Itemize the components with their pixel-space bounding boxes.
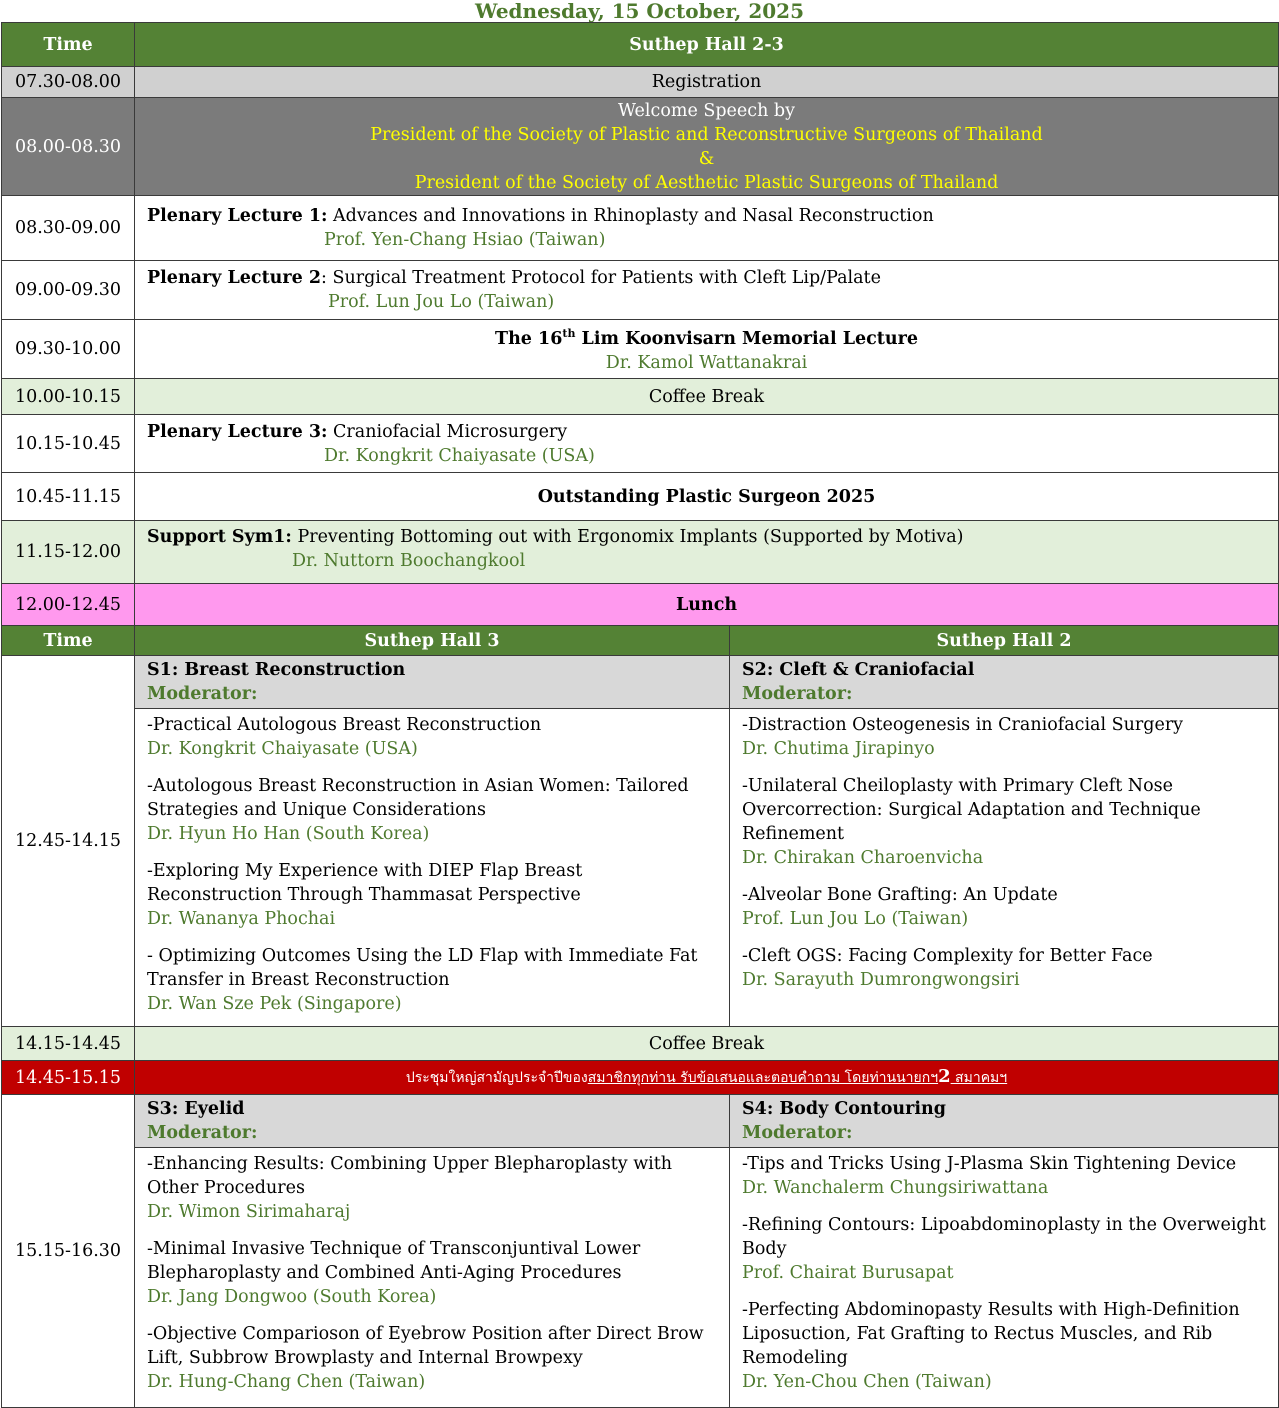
time-header: Time — [2, 626, 135, 656]
moderator-label: Moderator: — [742, 1123, 853, 1143]
talk-speaker: Dr. Chutima Jirapinyo — [742, 739, 935, 759]
talk-speaker: Prof. Lun Jou Lo (Taiwan) — [742, 909, 969, 929]
table-header-row — [2, 23, 1279, 67]
registration-label: Registration — [135, 67, 1279, 98]
schedule-table — [1, 22, 1279, 1408]
talk-speaker: Dr. Hung-Chang Chen (Taiwan) — [147, 1372, 426, 1392]
talk-speaker: Dr. Jang Dongwoo (South Korea) — [147, 1287, 437, 1307]
session-s3-header — [135, 1095, 730, 1148]
plenary1-speaker: Prof. Yen-Chang Hsiao (Taiwan) — [324, 230, 606, 250]
coffee-break-label: Coffee Break — [135, 1027, 1279, 1061]
talk-item — [742, 713, 1266, 761]
session-title: S2: Cleft & Craniofacial — [742, 660, 975, 680]
talk-item — [742, 883, 1266, 931]
coffee-break-row — [2, 1027, 1279, 1061]
talk-title: -Refining Contours: Lipoabdominoplasty in the Overweight Body — [742, 1215, 1266, 1259]
time-cell: 09.30-10.00 — [2, 320, 135, 379]
time-cell: 10.45-11.15 — [2, 473, 135, 521]
session-s1-talks — [135, 709, 730, 1027]
hall-header: Suthep Hall 2-3 — [135, 23, 1279, 67]
lunch-label: Lunch — [135, 584, 1279, 626]
general-meeting-label — [135, 1061, 1279, 1095]
talk-speaker: Dr. Sarayuth Dumrongwongsiri — [742, 970, 1020, 990]
talk-title: -Unilateral Cheiloplasty with Primary Cleft Nose Overcorrection: Surgical Adaptation and Technique Refinement — [742, 776, 1201, 844]
time-cell: 09.00-09.30 — [2, 261, 135, 320]
support-cell — [135, 521, 1279, 584]
time-cell: 14.15-14.45 — [2, 1027, 135, 1061]
plenary2-speaker: Prof. Lun Jou Lo (Taiwan) — [328, 292, 555, 312]
time-cell: 08.30-09.00 — [2, 196, 135, 261]
support-label: Support Sym1: — [147, 527, 292, 547]
welcome-line: Welcome Speech by — [618, 100, 795, 121]
moderator-label: Moderator: — [742, 684, 853, 704]
plenary2-cell — [135, 261, 1279, 320]
outstanding-label: Outstanding Plastic Surgeon 2025 — [135, 473, 1279, 521]
time-cell: 12.00-12.45 — [2, 584, 135, 626]
talk-item — [147, 1322, 717, 1394]
time-cell: 15.15-16.30 — [2, 1095, 135, 1408]
session-header-row — [2, 656, 1279, 709]
session-s1-header — [135, 656, 730, 709]
session-talks-row — [2, 1148, 1279, 1408]
plenary1-cell — [135, 196, 1279, 261]
welcome-row — [2, 98, 1279, 196]
talk-speaker: Dr. Kongkrit Chaiyasate (USA) — [147, 739, 418, 759]
talk-item — [147, 713, 717, 761]
talk-item — [742, 774, 1266, 870]
talk-title: -Tips and Tricks Using J-Plasma Skin Tightening Device — [742, 1154, 1237, 1174]
talk-speaker: Dr. Yen-Chou Chen (Taiwan) — [742, 1372, 992, 1392]
plenary1-row — [2, 196, 1279, 261]
registration-row — [2, 67, 1279, 98]
meeting-text-1: ประชุมใหญ่สามัญประจำปีของ — [405, 1070, 588, 1086]
talk-item — [742, 944, 1266, 992]
talk-speaker: Dr. Chirakan Charoenvicha — [742, 848, 984, 868]
welcome-cell — [135, 98, 1279, 196]
talk-item — [147, 774, 717, 846]
support-topic: Preventing Bottoming out with Ergonomix Implants (Supported by Motiva) — [291, 527, 964, 547]
talk-item — [147, 859, 717, 931]
talk-title: -Distraction Osteogenesis in Craniofacial Surgery — [742, 715, 1184, 735]
talk-speaker: Dr. Wan Sze Pek (Singapore) — [147, 994, 402, 1014]
welcome-president-2: President of the Society of Aesthetic Plastic Surgeons of Thailand — [414, 172, 999, 193]
moderator-label: Moderator: — [147, 684, 258, 704]
talk-title: -Exploring My Experience with DIEP Flap Breast Reconstruction Through Thammasat Perspective — [147, 861, 583, 905]
time-cell: 07.30-08.00 — [2, 67, 135, 98]
coffee-break-label: Coffee Break — [135, 379, 1279, 415]
talk-title: -Perfecting Abdominopasty Results with High-Definition Liposuction, Fat Grafting to Rectus Muscles, and Rib Remodeling — [742, 1300, 1240, 1368]
talk-title: -Alveolar Bone Grafting: An Update — [742, 885, 1058, 905]
session-s4-talks — [730, 1148, 1279, 1408]
coffee-break-row — [2, 379, 1279, 415]
talk-title: -Practical Autologous Breast Reconstruction — [147, 715, 542, 735]
talk-item — [742, 1298, 1266, 1394]
talk-title: -Cleft OGS: Facing Complexity for Better Face — [742, 946, 1153, 966]
session-title: S4: Body Contouring — [742, 1099, 946, 1119]
talk-item — [742, 1152, 1266, 1200]
plenary3-row — [2, 415, 1279, 473]
support-speaker: Dr. Nuttorn Boochangkool — [292, 551, 526, 571]
talk-speaker: Dr. Wimon Sirimaharaj — [147, 1202, 351, 1222]
plenary1-label: Plenary Lecture 1: — [147, 206, 328, 226]
plenary3-label: Plenary Lecture 3: — [147, 421, 328, 442]
lunch-row — [2, 584, 1279, 626]
moderator-label: Moderator: — [147, 1123, 258, 1143]
memorial-cell — [135, 320, 1279, 379]
session-talks-row — [2, 709, 1279, 1027]
hall-a-header: Suthep Hall 3 — [135, 626, 730, 656]
page-title: Wednesday, 15 October, 2025 — [475, 0, 804, 23]
plenary2-label: Plenary Lecture 2 — [147, 268, 322, 288]
talk-item — [147, 944, 717, 1016]
table-header-row-2 — [2, 626, 1279, 656]
plenary1-topic: Advances and Innovations in Rhinoplasty and Nasal Reconstruction — [327, 206, 934, 226]
session-s2-header — [730, 656, 1279, 709]
plenary2-row — [2, 261, 1279, 320]
talk-speaker: Dr. Wanchalerm Chungsiriwattana — [742, 1178, 1049, 1198]
outstanding-row — [2, 473, 1279, 521]
time-cell: 10.15-10.45 — [2, 415, 135, 473]
welcome-president-1: President of the Society of Plastic and Reconstructive Surgeons of Thailand — [370, 124, 1043, 145]
time-cell: 10.00-10.15 — [2, 379, 135, 415]
meeting-text-4: สมาคมฯ — [950, 1070, 1008, 1086]
talk-item — [147, 1152, 717, 1224]
memorial-title-rest: Lim Koonvisarn Memorial Lecture — [575, 329, 918, 350]
talk-speaker: Dr. Hyun Ho Han (South Korea) — [147, 824, 430, 844]
hall-b-header: Suthep Hall 2 — [730, 626, 1279, 656]
session-s2-talks — [730, 709, 1279, 1027]
session-title: S3: Eyelid — [147, 1099, 245, 1119]
talk-title: -Autologous Breast Reconstruction in Asian Women: Tailored Strategies and Unique Considerations — [147, 776, 689, 820]
welcome-ampersand: & — [698, 148, 715, 169]
talk-speaker: Dr. Wananya Phochai — [147, 909, 336, 929]
memorial-sup: th — [562, 327, 576, 341]
time-cell: 12.45-14.15 — [2, 656, 135, 1027]
talk-title: -Objective Comparioson of Eyebrow Position after Direct Brow Lift, Subbrow Browplasty and Internal Browpexy — [147, 1324, 704, 1368]
plenary3-topic: Craniofacial Microsurgery — [327, 421, 568, 442]
talk-item — [147, 1237, 717, 1309]
memorial-speaker: Dr. Kamol Wattanakrai — [605, 353, 808, 374]
session-title: S1: Breast Reconstruction — [147, 660, 406, 680]
plenary3-cell — [135, 415, 1279, 473]
session-header-row — [2, 1095, 1279, 1148]
time-cell: 14.45-15.15 — [2, 1061, 135, 1095]
talk-title: -Enhancing Results: Combining Upper Blepharoplasty with Other Procedures — [147, 1154, 673, 1198]
talk-title: -Minimal Invasive Technique of Transconjuntival Lower Blepharoplasty and Combined Anti-Aging Procedures — [147, 1239, 641, 1283]
meeting-text-2: สมาชิกทุกท่าน รับข้อเสนอและตอบคำถาม โดยท่านนายกฯ — [587, 1070, 939, 1086]
memorial-row — [2, 320, 1279, 379]
talk-speaker: Prof. Chairat Burusapat — [742, 1263, 954, 1283]
talk-title: - Optimizing Outcomes Using the LD Flap with Immediate Fat Transfer in Breast Reconstruction — [147, 946, 698, 990]
plenary3-speaker: Dr. Kongkrit Chaiyasate (USA) — [324, 445, 595, 466]
general-meeting-row — [2, 1061, 1279, 1095]
support-row — [2, 521, 1279, 584]
talk-item — [742, 1213, 1266, 1285]
session-s4-header — [730, 1095, 1279, 1148]
time-cell: 11.15-12.00 — [2, 521, 135, 584]
time-header: Time — [2, 23, 135, 67]
plenary2-topic: : Surgical Treatment Protocol for Patients with Cleft Lip/Palate — [321, 268, 881, 288]
session-s3-talks — [135, 1148, 730, 1408]
meeting-text-3: 2 — [938, 1066, 951, 1087]
time-cell: 08.00-08.30 — [2, 98, 135, 196]
memorial-title: The 16 — [495, 329, 563, 350]
